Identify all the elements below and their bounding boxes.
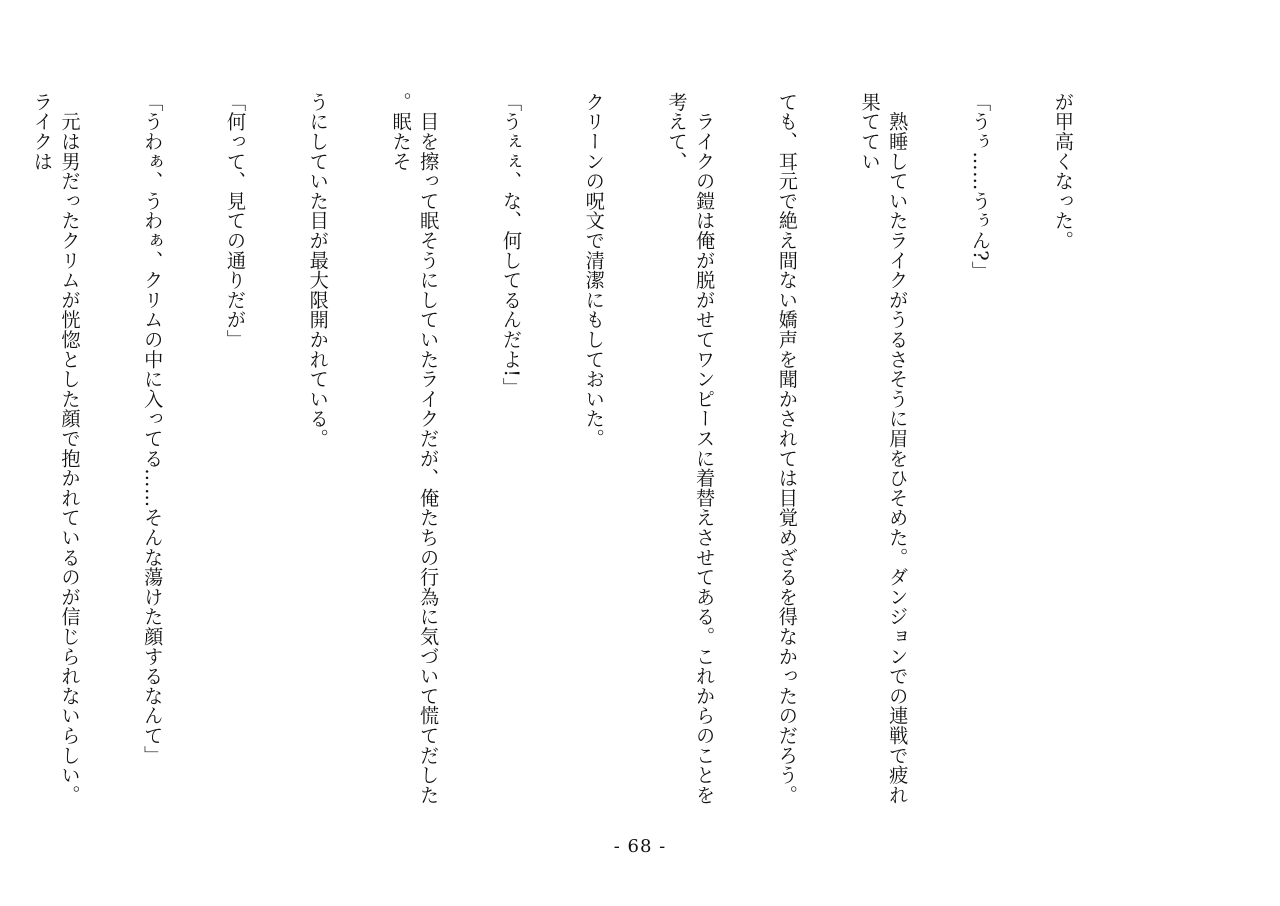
text-line: うにしていた目が最大限開かれている。 <box>306 92 330 449</box>
text-line: 元は男だったクリムが恍惚とした顔で抱かれているのが信じられないらしい。ライクは <box>30 92 82 805</box>
text-line: 「うぅ……うぅん?」 <box>969 92 993 282</box>
text-line: ライクの鎧は俺が脱がせてワンピースに着替えさせてある。これからのことを考えて、 <box>665 92 717 805</box>
text-line: 「何って、見ての通りだが」 <box>224 92 247 350</box>
text-line: 目を擦って眠そうにしていたライクだが、俺たちの行為に気づいて慌てだした。眠たそ <box>389 92 441 805</box>
text-line: ても、耳元で絶え間ない嬌声を聞かされては目覚めざるを得なかったのだろう。 <box>775 92 799 805</box>
text-line: 「うぇぇ、な、何してるんだよ!」 <box>499 92 523 398</box>
text-line: が甲高くなった。 <box>1051 92 1075 251</box>
vertical-text-body <box>0 92 1132 812</box>
text-line: 「うわぁ、うわぁ、クリムの中に入ってる……そんな蕩けた顔するなんて」 <box>141 92 165 766</box>
text-line: 熟睡していたライクがうるさそうに眉をひそめた。ダンジョンでの連戦で疲れ果ててい <box>858 92 910 805</box>
page-number: - 68 - <box>613 836 667 857</box>
text-line: クリーンの呪文で清潔にもしておいた。 <box>582 92 606 449</box>
